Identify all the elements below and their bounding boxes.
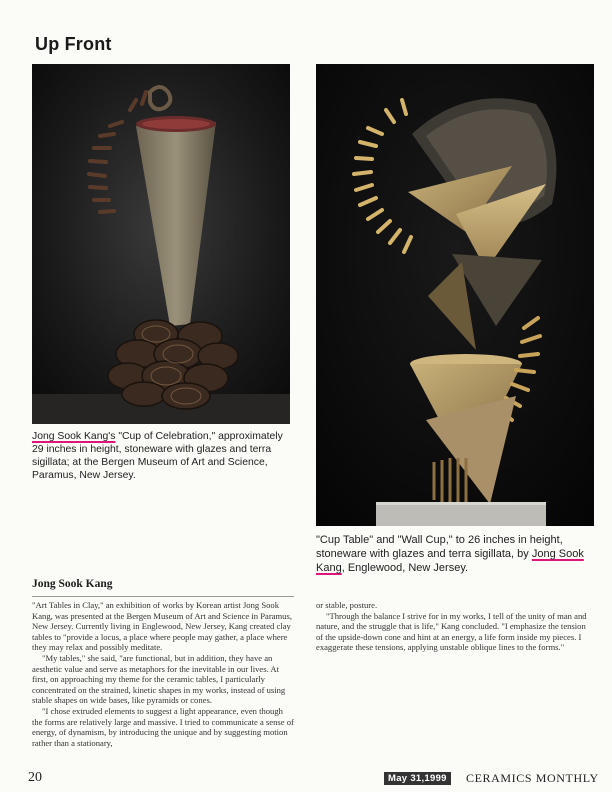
byline-divider (32, 596, 294, 597)
photo-cup-table-and-wall-cup (316, 64, 594, 526)
article-paragraph: "Through the balance I strive for in my works, I tell of the unity of man and nature, and the struggle that is life," Kang concluded. "I emphasize the tension of the upside-down cone and hint at an energy, a life form inside my pieces. I exaggerate these tensions, applying unstable oblique lines to the forms." (316, 610, 587, 653)
article-paragraph: "I chose extruded elements to suggest a light appearance, even though the forms are relatively large and massive. I tried to communicate a sense of energy, of dynamism, by introducing the unique and by suggesting motion rather than a stationary, (32, 705, 294, 748)
article-paragraph: or stable, posture. (316, 600, 378, 610)
issue-date-badge: May 31,1999 (384, 772, 451, 785)
page-number: 20 (28, 770, 42, 785)
caption-cup-of-celebration (32, 430, 294, 482)
caption-artist-name: Jong Sook Kang's (32, 431, 116, 442)
sculpture-illustration-left (32, 64, 290, 424)
caption-artist-name: Jong Sook Kang (316, 548, 584, 574)
caption-text-before: "Cup Table" and "Wall Cup," to 26 inches in height, stoneware with glazes and terra sigillata, by (316, 534, 563, 560)
article-column-left (32, 600, 294, 748)
article-column-right (316, 600, 594, 653)
section-title: Up Front (35, 34, 112, 54)
article-paragraph: "My tables," she said, "are functional, but in addition, they have an aesthetic value and serve as metaphors for the inevitable in our lives. At first, on approaching my theme for the ceramic tables, I particularly concentrated on the strained, kinetic shapes in my works, instead of using stable shapes on wide bases, like pyramids or cones. (32, 652, 286, 706)
sculpture-illustration-right (316, 64, 594, 526)
magazine-title: CERAMICS MONTHLY (466, 771, 599, 785)
caption-cup-table (316, 533, 596, 575)
caption-text-after: , Englewood, New Jersey. (341, 562, 469, 574)
caption-text: "Cup of Celebration," approximately 29 inches in height, stoneware with glazes and terra sigillata; at the Bergen Museum of Art and Science, Paramus, New Jersey. (32, 431, 283, 481)
article-paragraph: "Art Tables in Clay," an exhibition of works by Korean artist Jong Sook Kang, was presented at the Bergen Museum of Art and Science in Paramus, New Jersey. Currently living in Englewood, New Jersey, Kang created clay tables to "provide a locus, a place where people may gather, a place where they may relax and possibly meditate. (32, 600, 292, 653)
article-byline: Jong Sook Kang (32, 578, 113, 590)
photo-cup-of-celebration (32, 64, 290, 424)
